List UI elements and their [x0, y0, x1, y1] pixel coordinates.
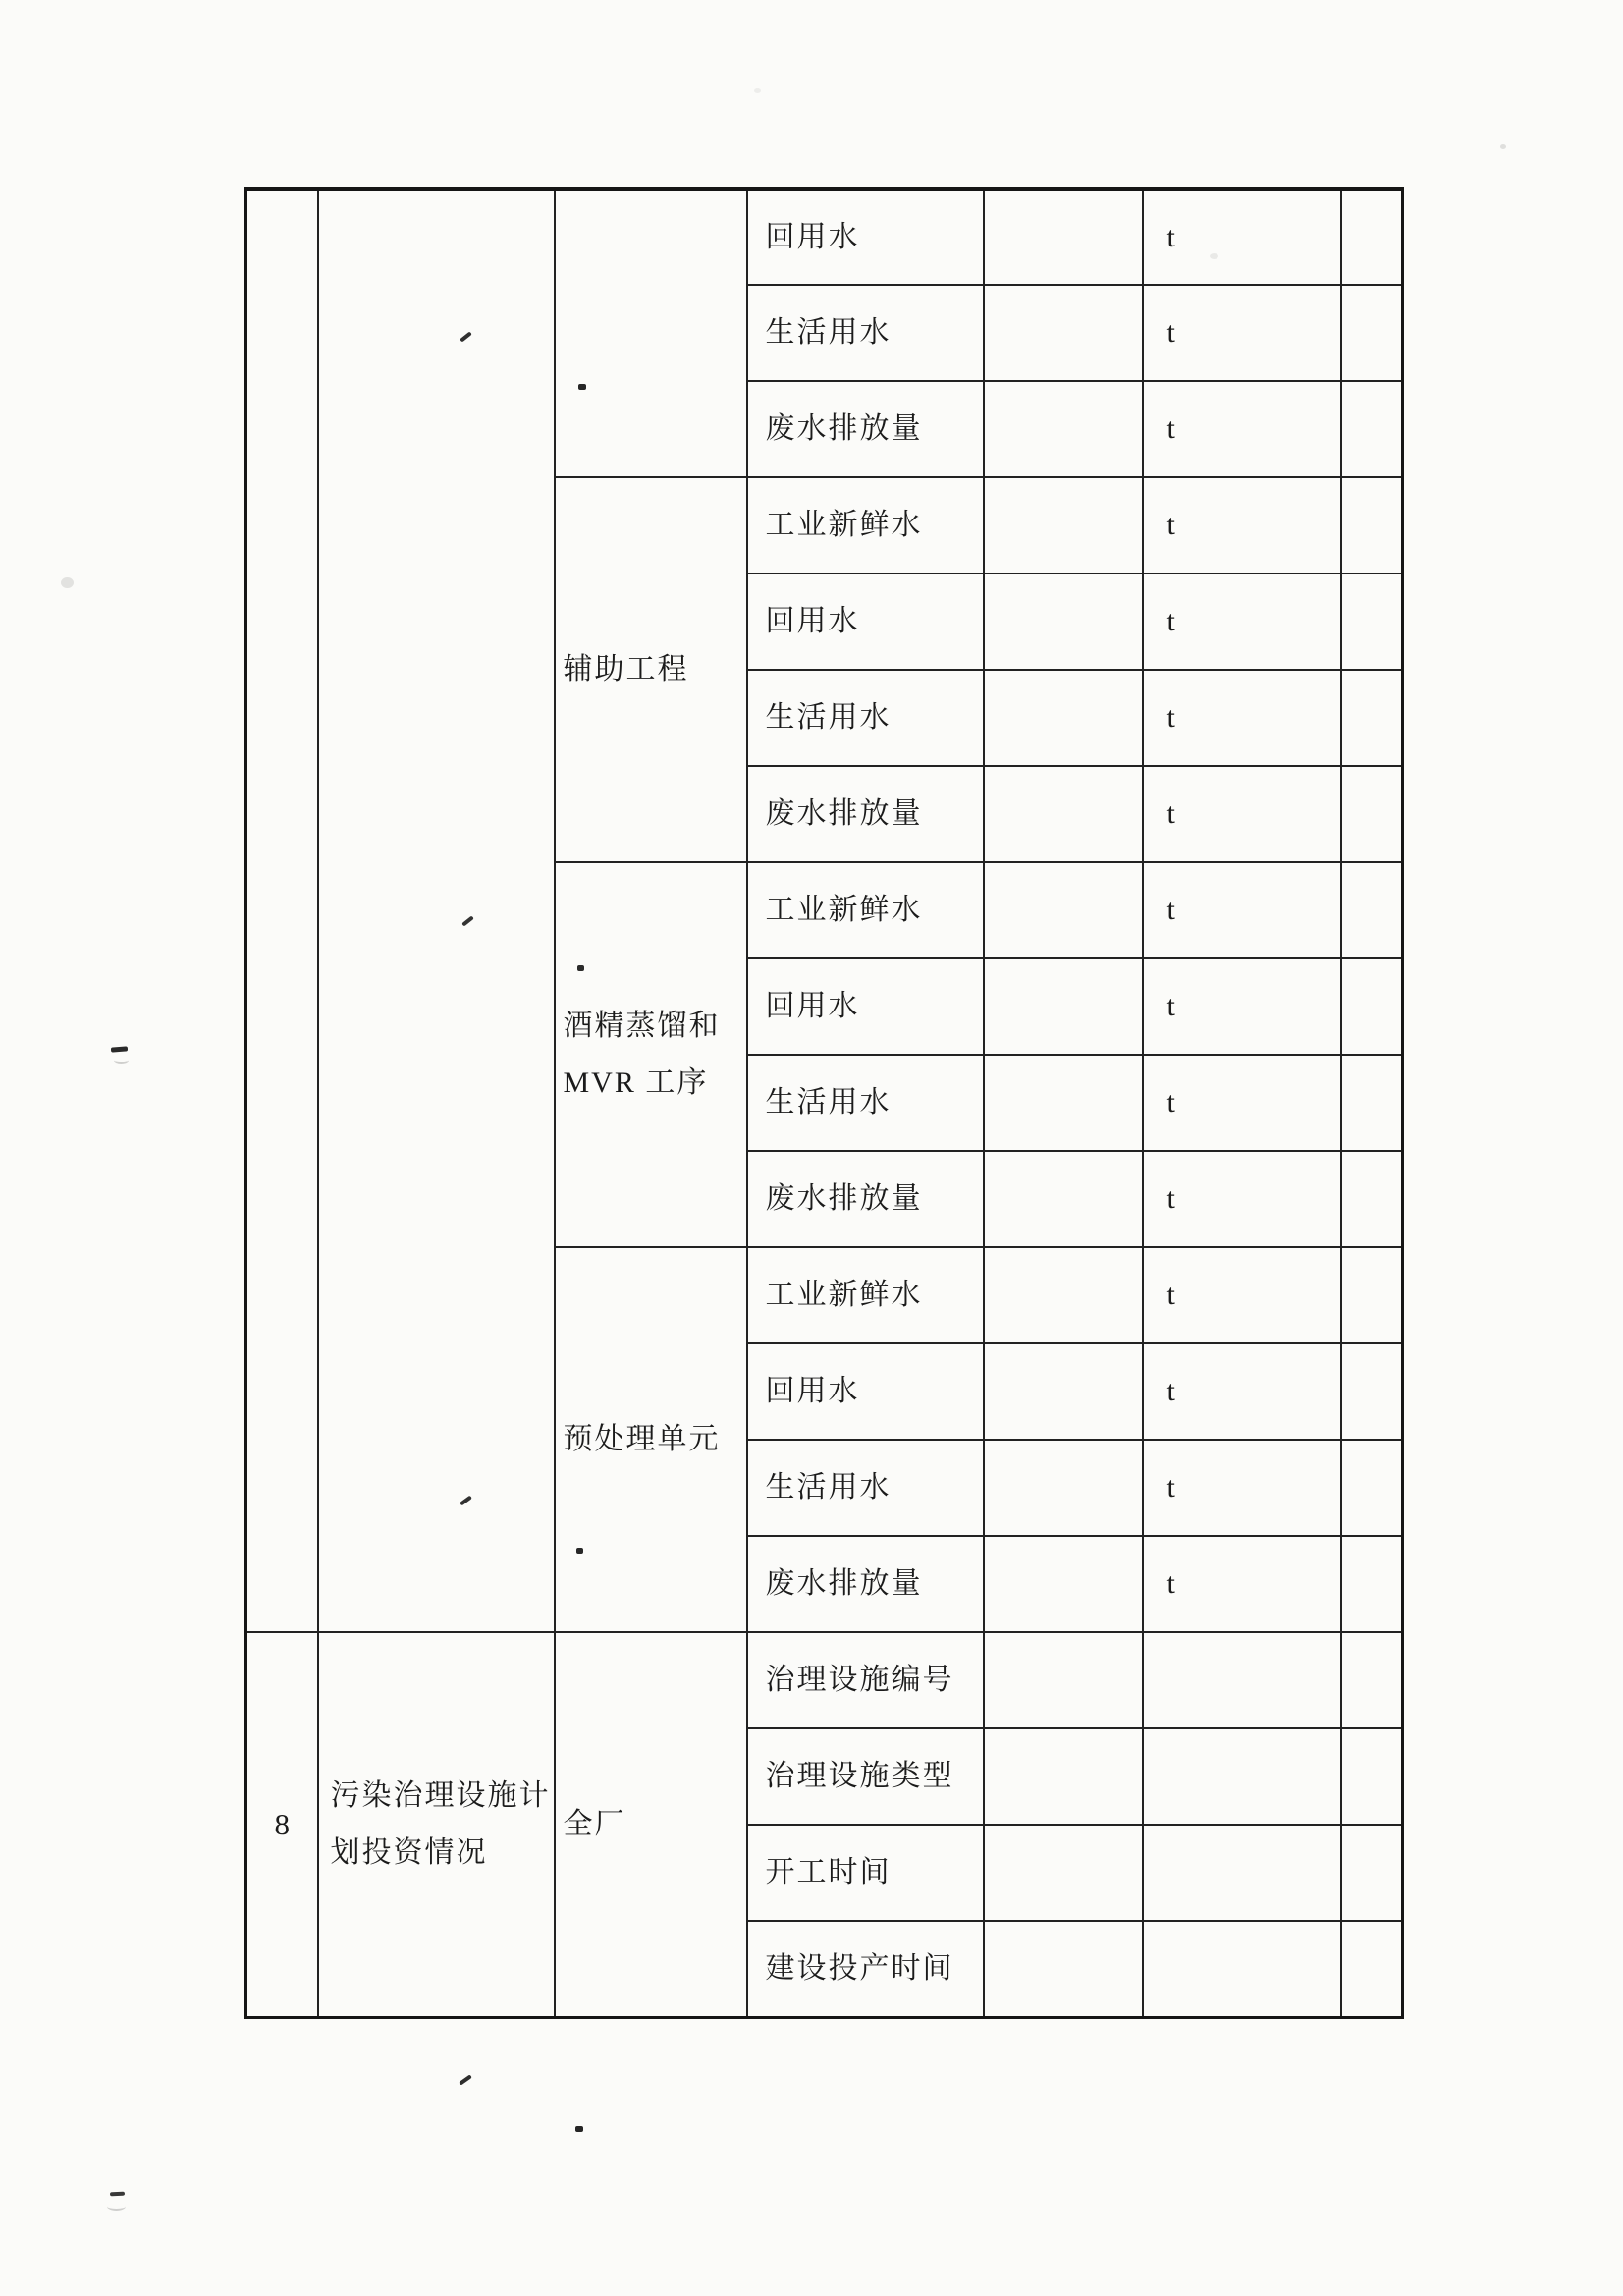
item-cell: 建设投产时间 [747, 1921, 984, 2017]
value-cell [984, 189, 1143, 285]
item-cell: 开工时间 [747, 1825, 984, 1921]
unit-cell [1143, 1921, 1341, 2017]
spare-cell [1341, 1247, 1403, 1343]
item-cell: 回用水 [747, 958, 984, 1055]
unit-cell: t [1143, 477, 1341, 574]
spare-cell [1341, 189, 1403, 285]
value-cell [984, 958, 1143, 1055]
item-cell: 废水排放量 [747, 766, 984, 862]
item-cell: 生活用水 [747, 1055, 984, 1151]
item-cell: 治理设施编号 [747, 1632, 984, 1728]
scan-artifact [459, 2074, 472, 2085]
scan-artifact [107, 2202, 126, 2211]
unit-cell: t [1143, 1055, 1341, 1151]
unit-cell: t [1143, 285, 1341, 381]
scan-artifact [575, 2126, 583, 2132]
unit-cell: t [1143, 670, 1341, 766]
scan-artifact [61, 577, 74, 588]
value-cell [984, 1632, 1143, 1728]
value-cell [984, 862, 1143, 958]
item-cell: 治理设施类型 [747, 1728, 984, 1825]
value-cell [984, 670, 1143, 766]
unit-cell: t [1143, 1536, 1341, 1632]
unit-cell [1143, 1825, 1341, 1921]
unit-cell: t [1143, 189, 1341, 285]
value-cell [984, 574, 1143, 670]
unit-cell [1143, 1632, 1341, 1728]
spare-cell [1341, 1440, 1403, 1536]
value-cell [984, 1536, 1143, 1632]
unit-cell: t [1143, 1440, 1341, 1536]
scan-artifact [110, 2192, 125, 2197]
item-cell: 废水排放量 [747, 1536, 984, 1632]
value-cell [984, 1440, 1143, 1536]
table-row [246, 189, 1403, 285]
group-cell [555, 189, 747, 477]
group-cell: 全厂 [555, 1632, 747, 2017]
item-cell: 回用水 [747, 189, 984, 285]
unit-cell: t [1143, 1343, 1341, 1440]
value-cell [984, 285, 1143, 381]
category-cell: 污染治理设施计划投资情况 [318, 1632, 555, 2017]
unit-cell [1143, 1728, 1341, 1825]
unit-cell: t [1143, 862, 1341, 958]
spare-cell [1341, 1151, 1403, 1247]
value-cell [984, 1825, 1143, 1921]
item-cell: 废水排放量 [747, 1151, 984, 1247]
group-cell: 辅助工程 [555, 477, 747, 862]
spare-cell [1341, 1536, 1403, 1632]
unit-cell: t [1143, 958, 1341, 1055]
item-cell: 回用水 [747, 1343, 984, 1440]
value-cell [984, 766, 1143, 862]
spare-cell [1341, 1055, 1403, 1151]
value-cell [984, 1728, 1143, 1825]
spare-cell [1341, 1825, 1403, 1921]
spare-cell [1341, 574, 1403, 670]
value-cell [984, 1921, 1143, 2017]
pollution-report-table [244, 187, 1404, 2019]
value-cell [984, 1343, 1143, 1440]
spare-cell [1341, 1343, 1403, 1440]
item-cell: 生活用水 [747, 1440, 984, 1536]
value-cell [984, 381, 1143, 477]
value-cell [984, 1151, 1143, 1247]
item-cell: 工业新鲜水 [747, 1247, 984, 1343]
spare-cell [1341, 1921, 1403, 2017]
item-cell: 生活用水 [747, 285, 984, 381]
spare-cell [1341, 670, 1403, 766]
serial-cell: 8 [246, 1632, 318, 2017]
table-row [246, 1632, 1403, 1728]
scan-artifact [1500, 144, 1506, 149]
spare-cell [1341, 1728, 1403, 1825]
scan-artifact [114, 1057, 129, 1064]
value-cell [984, 1055, 1143, 1151]
group-cell: 酒精蒸馏和MVR 工序 [555, 862, 747, 1247]
unit-cell: t [1143, 574, 1341, 670]
scan-artifact [111, 1046, 128, 1052]
value-cell [984, 1247, 1143, 1343]
item-cell: 工业新鲜水 [747, 477, 984, 574]
group-cell: 预处理单元 [555, 1247, 747, 1632]
unit-cell: t [1143, 1247, 1341, 1343]
spare-cell [1341, 766, 1403, 862]
unit-cell: t [1143, 381, 1341, 477]
item-cell: 回用水 [747, 574, 984, 670]
spare-cell [1341, 958, 1403, 1055]
spare-cell [1341, 862, 1403, 958]
spare-cell [1341, 477, 1403, 574]
value-cell [984, 477, 1143, 574]
unit-cell: t [1143, 1151, 1341, 1247]
spare-cell [1341, 381, 1403, 477]
category-cell [318, 189, 555, 1632]
scan-artifact [754, 88, 761, 93]
item-cell: 工业新鲜水 [747, 862, 984, 958]
serial-cell [246, 189, 318, 1632]
spare-cell [1341, 1632, 1403, 1728]
item-cell: 生活用水 [747, 670, 984, 766]
spare-cell [1341, 285, 1403, 381]
item-cell: 废水排放量 [747, 381, 984, 477]
unit-cell: t [1143, 766, 1341, 862]
